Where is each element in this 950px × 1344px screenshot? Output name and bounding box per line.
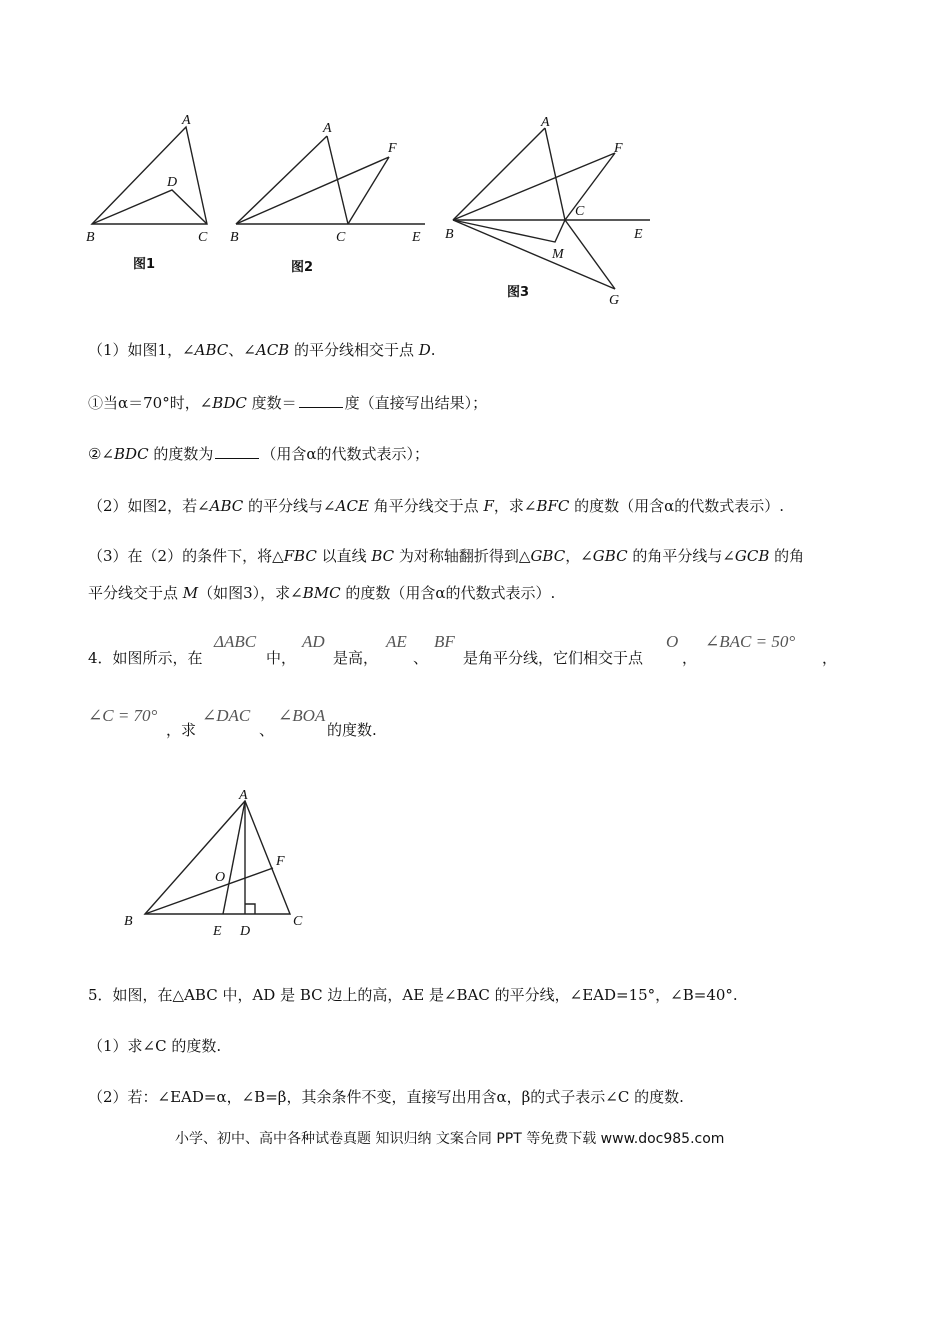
page-footer: 小学、初中、高中各种试卷真题 知识归纳 文案合同 PPT 等免费下载 www.doc985.com: [175, 1131, 725, 1147]
segment-ac-fig3: [545, 128, 565, 220]
q4-formula-ae: AE: [386, 632, 407, 651]
figure-1: [86, 113, 208, 272]
segment-bf-q4: [145, 868, 273, 914]
label-a-fig3: A: [541, 115, 550, 130]
q3-part1-b: ②∠BDC 的度数为 （用含α的代数式表示）；: [88, 445, 429, 463]
q5-line2: （1）求∠C 的度数.: [88, 1037, 222, 1055]
label-f-fig2: F: [388, 141, 397, 156]
q5-line3: （2）若：∠EAD=α，∠B=β，其余条件不变，直接写出用含α，β的式子表示∠C 的度数.: [88, 1088, 684, 1106]
label-e-q4: E: [213, 924, 222, 939]
label-e-fig3: E: [634, 227, 643, 242]
q4-text-qiu: ，求: [166, 721, 197, 739]
triangle-abc-q4: [145, 801, 290, 914]
segment-cf-fig2: [348, 157, 389, 224]
label-o-q4: O: [215, 870, 226, 885]
caption-fig1: 图1: [133, 257, 156, 272]
label-e-fig2: E: [412, 230, 421, 245]
label-c-q4: C: [293, 914, 303, 929]
label-f-q4: F: [276, 854, 285, 869]
q4-formula-bac: ∠BAC = 50°: [705, 632, 796, 651]
caption-fig3: 图3: [507, 285, 530, 300]
figure-2: [230, 121, 425, 275]
answer-blank-2[interactable]: [215, 444, 259, 459]
q3-part3-line1: （3）在（2）的条件下，将△FBC 以直线 BC 为对称轴翻折得到△GBC，∠GBC 的角平分线与∠GCB 的角: [88, 547, 805, 565]
q4-text-sep2: 、: [259, 721, 275, 739]
q4-formula-dac: ∠DAC: [202, 706, 251, 725]
label-d-fig1: D: [167, 175, 178, 190]
q4-figure: [100, 775, 340, 945]
label-f-fig3: F: [614, 141, 623, 156]
q3-part2: （2）如图2，若∠ABC 的平分线与∠ACE 角平分线交于点 F，求∠BFC 的度数（用含α的代数式表示）.: [88, 497, 785, 515]
q3-part3-line2: 平分线交于点 M（如图3），求∠BMC 的度数（用含α的代数式表示）.: [88, 584, 556, 602]
label-g-fig3: G: [609, 293, 620, 308]
q4-formula-ad: AD: [302, 632, 325, 651]
label-a-fig2: A: [323, 121, 332, 136]
right-angle-mark: [245, 904, 255, 914]
label-d-q4: D: [240, 924, 251, 939]
q4-text-zhong: 中，: [266, 649, 297, 667]
q4-formula-boa: ∠BOA: [278, 706, 326, 725]
segment-ba-fig2: [236, 136, 327, 224]
q4-formula-triangle: ΔABC: [214, 632, 257, 651]
q5-line1: 5．如图，在△ABC 中，AD 是 BC 边上的高，AE 是∠BAC 的平分线，∠EAD=15°，∠B=40°.: [88, 986, 738, 1004]
segment-bf-fig2: [236, 157, 389, 224]
label-b-fig1: B: [86, 230, 95, 245]
q4-formula-o: O: [666, 632, 679, 651]
label-c-fig2: C: [336, 230, 346, 245]
label-b-fig3: B: [445, 227, 454, 242]
answer-blank-1[interactable]: [299, 393, 343, 408]
q4-text-bisector: 是角平分线，它们相交于点: [463, 649, 644, 667]
segment-ae-q4: [223, 801, 245, 914]
q4-formula-bf: BF: [434, 632, 455, 651]
figure-3: [445, 115, 650, 308]
q3-part1-a: ①当α＝70°时，∠BDC 度数＝ 度（直接写出结果）；: [88, 394, 488, 412]
label-c-fig1: C: [198, 230, 208, 245]
label-a-fig1: A: [182, 113, 191, 128]
q3-part1: （1）如图1，∠ABC、∠ACB 的平分线相交于点 D.: [88, 341, 436, 359]
caption-fig2: 图2: [291, 260, 314, 275]
q4-text-comma: ，: [682, 649, 698, 667]
label-b-q4: B: [124, 914, 133, 929]
q4-text-end: ，: [822, 649, 838, 667]
label-a-q4: A: [239, 788, 248, 803]
q4-text-sep1: 、: [413, 649, 429, 667]
q4-text-prefix: 4．如图所示，在: [88, 649, 203, 667]
triangle-abc-fig1: [92, 127, 207, 224]
bisectors-m-fig3: [453, 220, 565, 242]
q4-text-height: 是高，: [333, 649, 379, 667]
label-m-fig3: M: [552, 247, 564, 262]
label-c-fig3: C: [575, 204, 585, 219]
label-b-fig2: B: [230, 230, 239, 245]
top-figures: [0, 100, 950, 315]
q4-text-post: 的度数.: [327, 721, 377, 739]
q4-formula-c: ∠C = 70°: [88, 706, 158, 725]
segment-ba-fig3: [453, 128, 545, 220]
